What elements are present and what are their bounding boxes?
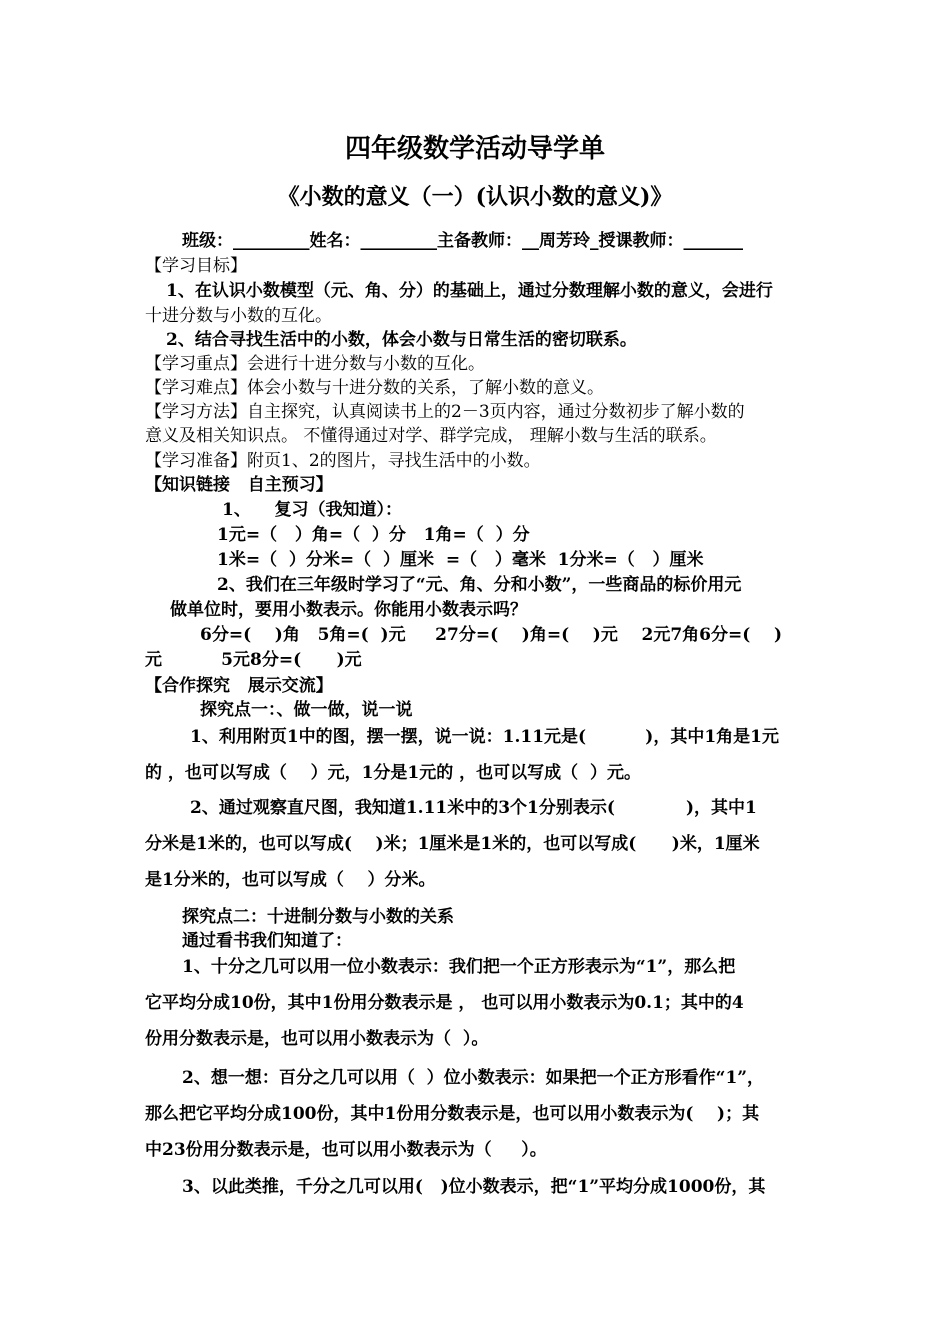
- explore-line: 的 ，也可以写成（ ）元，1分是1元的 ，也可以写成（ ）元。: [145, 763, 642, 783]
- review-line: 1元=（ ）角=（ ）分 1角=（ ）分: [217, 525, 530, 545]
- explore-line: 是1分米的，也可以写成（ ）分米。: [145, 870, 436, 890]
- explore-line: 它平均分成10份，其中1份用分数表示是 ， 也可以用小数表示为0.1；其中的4: [145, 993, 744, 1013]
- explore-line: 3、以此类推，千分之几可以用( )位小数表示，把“1”平均分成1000份，其: [182, 1177, 766, 1197]
- explore-point-one: 探究点一：、做一做，说一说: [200, 700, 413, 720]
- goal-line: 十进分数与小数的互化。: [145, 306, 332, 326]
- explore-line: 1、十分之几可以用一位小数表示：我们把一个正方形表示为“1”，那么把: [182, 957, 736, 977]
- explore-line: 1、利用附页1中的图，摆一摆，说一说：1.11元是( )，其中1角是1元: [190, 727, 779, 747]
- explore-line: 2、想一想：百分之几可以用（ ）位小数表示：如果把一个正方形看作“1”，: [182, 1068, 765, 1088]
- section-header-goals: 【学习目标】: [145, 256, 247, 276]
- explore-line: 中23份用分数表示是，也可以用小数表示为（ ）。: [145, 1140, 547, 1160]
- explore-line: 2、通过观察直尺图，我知道1.11米中的3个1分别表示( )，其中1: [190, 798, 757, 818]
- section-method: 【学习方法】自主探究，认真阅读书上的2－3页内容，通过分数初步了解小数的: [145, 402, 745, 422]
- section-cooperation: 【合作探究 展示交流】: [145, 676, 333, 696]
- review-line: 6分=( )角 5角=( )元 27分=( )角=( )元 2元7角6分=( ): [200, 625, 783, 645]
- review-heading: 1、 复习（我知道）：: [222, 500, 403, 520]
- goal-line: 2、结合寻找生活中的小数，体会小数与日常生活的密切联系。: [166, 330, 637, 350]
- section-key-points: 【学习重点】会进行十进分数与小数的互化。: [145, 354, 485, 374]
- section-method-cont: 意义及相关知识点。 不懂得通过对学、群学完成， 理解小数与生活的联系。: [145, 426, 717, 446]
- document-subtitle: 《小数的意义（一）(认识小数的意义)》: [277, 184, 673, 210]
- section-knowledge-link: 【知识链接 自主预习】: [145, 475, 333, 495]
- goal-line: 1、在认识小数模型（元、角、分）的基础上，通过分数理解小数的意义，会进行: [166, 281, 773, 301]
- explore-line: 分米是1米的，也可以写成( )米；1厘米是1米的，也可以写成( )米，1厘米: [145, 834, 760, 854]
- review-line: 元 5元8分=( )元: [145, 650, 362, 670]
- explore-line: 通过看书我们知道了：: [182, 931, 352, 951]
- explore-line: 份用分数表示是，也可以用小数表示为（ ）。: [145, 1029, 489, 1049]
- review-line: 做单位时，要用小数表示。你能用小数表示吗？: [170, 600, 527, 620]
- section-difficulty: 【学习难点】体会小数与十进分数的关系，了解小数的意义。: [145, 378, 604, 398]
- explore-line: 那么把它平均分成100份，其中1份用分数表示是，也可以用小数表示为( )；其: [145, 1104, 760, 1124]
- review-line: 1米=（ ）分米=（ ）厘米 =（ ）毫米 1分米=（ ）厘米: [217, 550, 704, 570]
- class-info-line: 班级：_________姓名：_________主备教师：__周芳玲_授课教师：_______: [182, 231, 743, 251]
- explore-point-two: 探究点二：十进制分数与小数的关系: [182, 907, 454, 927]
- document-title: 四年级数学活动导学单: [344, 134, 605, 164]
- review-line: 2、我们在三年级时学习了“元、角、分和小数”，一些商品的标价用元: [217, 575, 742, 595]
- section-preparation: 【学习准备】附页1、2的图片，寻找生活中的小数。: [145, 451, 541, 471]
